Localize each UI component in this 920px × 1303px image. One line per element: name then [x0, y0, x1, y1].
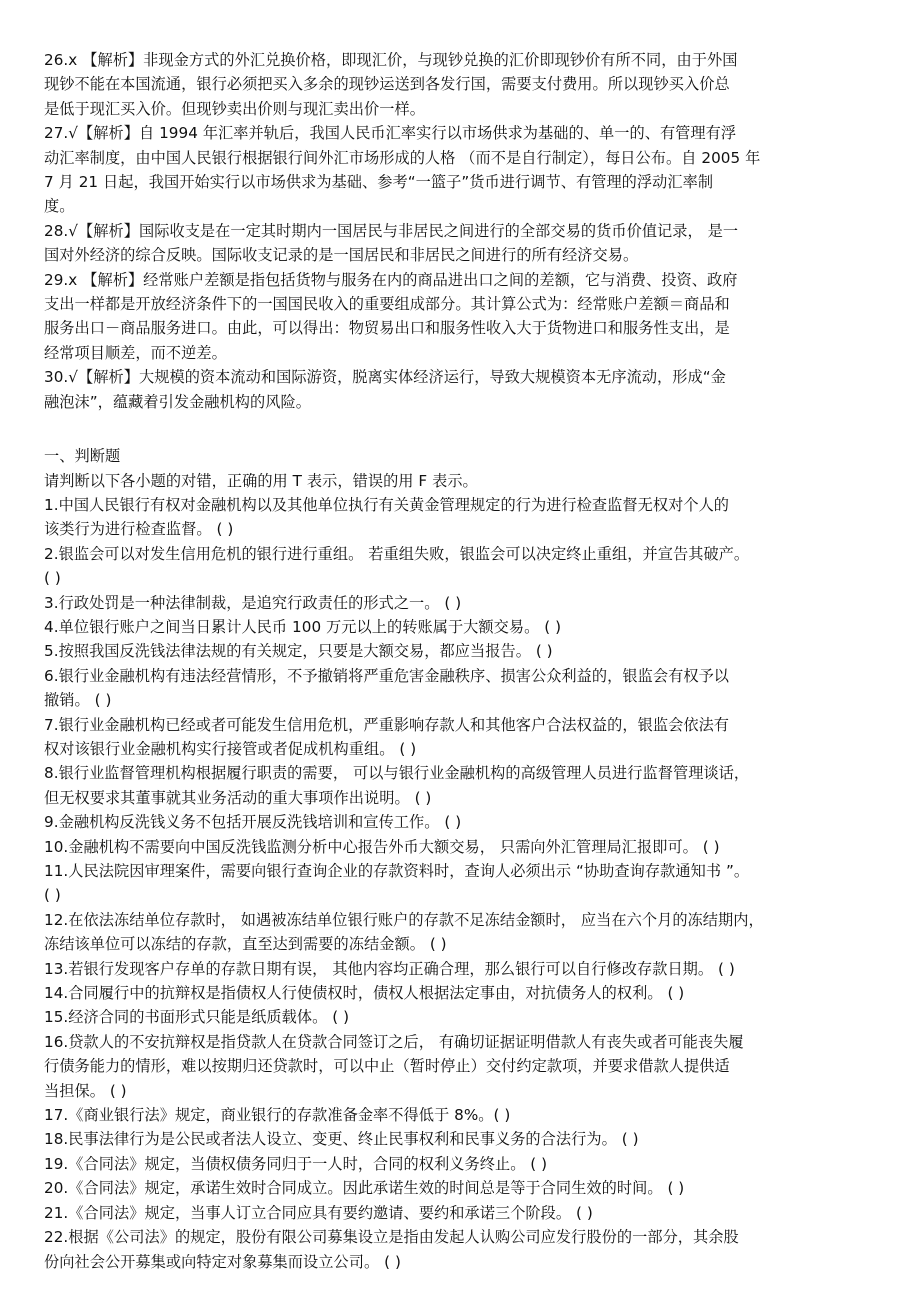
answer-item-line: 27.√【解析】自 1994 年汇率并轨后，我国人民币汇率实行以市场供求为基础的、单一的、有管理有浮 [44, 124, 737, 143]
question-item [44, 1103, 884, 1127]
answer-item-line: 7 月 21 日起，我国开始实行以市场供求为基础、参考“一篮子”货币进行调节、有管理的浮动汇率制 [44, 173, 714, 192]
section-title: 一、判断题 [44, 447, 121, 466]
question-item-line: 14.合同履行中的抗辩权是指债权人行使债权时，债权人根据法定事由，对抗债务人的权利。 ( ) [44, 984, 685, 1003]
question-item-line: 当担保。 ( ) [44, 1081, 127, 1100]
answer-item [44, 219, 884, 268]
answer-item-line: 30.√【解析】大规模的资本流动和国际游资，脱离实体经济运行，导致大规模资本无序流动，形成“金 [44, 368, 726, 387]
question-item [44, 957, 884, 981]
answer-item-line: 经常项目顺差，而不逆差。 [44, 343, 227, 362]
question-item-line: 9.金融机构反洗钱义务不包括开展反洗钱培训和宣传工作。 ( ) [44, 813, 462, 832]
answer-item [44, 121, 884, 219]
question-item [44, 1005, 884, 1029]
question-item-line: 17.《商业银行法》规定，商业银行的存款准备金率不得低于 8%。( ) [44, 1106, 511, 1125]
question-item-line: 10.金融机构不需要向中国反洗钱监测分析中心报告外币大额交易， 只需向外汇管理局汇报即可。 ( ) [44, 837, 720, 856]
question-item [44, 542, 884, 591]
question-item [44, 639, 884, 663]
question-item [44, 1127, 884, 1151]
question-item-line: 18.民事法律行为是公民或者法人设立、变更、终止民事权利和民事义务的合法行为。 ( ) [44, 1130, 639, 1149]
answer-item-line: 服务出口－商品服务进口。由此，可以得出：物贸易出口和服务性收入大于货物进口和服务性支出，是 [44, 319, 730, 338]
question-item [44, 1225, 884, 1274]
question-item [44, 908, 884, 957]
question-item [44, 981, 884, 1005]
question-item-line: 1.中国人民银行有权对金融机构以及其他单位执行有关黄金管理规定的行为进行检查监督无权对个人的 [44, 495, 730, 514]
question-item [44, 835, 884, 859]
question-item [44, 810, 884, 834]
question-item [44, 664, 884, 713]
answer-item-line: 支出一样都是开放经济条件下的一国国民收入的重要组成部分。其计算公式为：经常账户差额＝商品和 [44, 295, 730, 314]
answer-item [44, 365, 884, 414]
answer-item-line: 是低于现汇买入价。但现钞卖出价则与现汇卖出价一样。 [44, 99, 425, 118]
question-section [44, 493, 884, 1274]
question-item [44, 713, 884, 762]
question-item-line: ( ) [44, 886, 61, 905]
question-item-line: 11.人民法院因审理案件，需要向银行查询企业的存款资料时，查询人必须出示 “协助查询存款通知书 ”。 [44, 862, 750, 880]
question-item-line: 5.按照我国反洗钱法律法规的有关规定，只要是大额交易，都应当报告。 ( ) [44, 642, 553, 661]
question-item-line: 行债务能力的情形，难以按期归还贷款时，可以中止（暂时停止）交付约定款项，并要求借款人提供适 [44, 1057, 730, 1076]
question-item [44, 615, 884, 639]
question-item-line: 21.《合同法》规定，当事人订立合同应具有要约邀请、要约和承诺三个阶段。 ( ) [44, 1203, 593, 1222]
answer-item-line: 度。 [44, 197, 75, 216]
question-item-line: 19.《合同法》规定，当债权债务同归于一人时，合同的权利义务终止。 ( ) [44, 1154, 548, 1173]
question-item-line: 3.行政处罚是一种法律制裁，是追究行政责任的形式之一。 ( ) [44, 593, 462, 612]
answer-item [44, 268, 884, 366]
answer-item-line: 26.x 【解析】非现金方式的外汇兑换价格，即现汇价，与现钞兑换的汇价即现钞价有所不同，由于外国 [44, 51, 738, 69]
question-item-line: 撤销。 ( ) [44, 691, 112, 710]
question-item-line: 22.根据《公司法》的规定，股份有限公司募集设立是指由发起人认购公司应发行股份的一部分，其余股 [44, 1228, 739, 1247]
question-item [44, 761, 884, 810]
question-item-line: 20.《合同法》规定，承诺生效时合同成立。因此承诺生效的时间总是等于合同生效的时间。 ( ) [44, 1179, 685, 1198]
answer-item-line: 现钞不能在本国流通，银行必须把买入多余的现钞运送到各发行国，需要支付费用。所以现钞买入价总 [44, 75, 730, 94]
question-item [44, 1152, 884, 1176]
question-item-line: 15.经济合同的书面形式只能是纸质载体。 ( ) [44, 1008, 350, 1027]
question-item [44, 1030, 884, 1103]
question-item-line: 但无权要求其董事就其业务活动的重大事项作出说明。 ( ) [44, 788, 432, 807]
question-item [44, 591, 884, 615]
answer-item [44, 48, 884, 121]
question-item-line: 冻结该单位可以冻结的存款，直至达到需要的冻结金额。 ( ) [44, 935, 447, 954]
question-item-line: 4.单位银行账户之间当日累计人民币 100 万元以上的转账属于大额交易。 ( ) [44, 617, 562, 636]
question-item-line: 权对该银行业金融机构实行接管或者促成机构重组。 ( ) [44, 739, 417, 758]
question-item-line: ( ) [44, 569, 61, 588]
section-spacer [44, 414, 884, 438]
question-item-line: 8.银行业监督管理机构根据履行职责的需要， 可以与银行业金融机构的高级管理人员进行监督管理谈话， [44, 764, 750, 783]
question-item-line: 6.银行业金融机构有违法经营情形，不予撤销将严重危害金融秩序、损害公众利益的，银监会有权予以 [44, 666, 730, 685]
question-item-line: 12.在依法冻结单位存款时， 如遇被冻结单位银行账户的存款不足冻结金额时， 应当在六个月的冻结期内， [44, 910, 764, 929]
document-page [44, 48, 884, 1274]
question-item-line: 7.银行业金融机构已经或者可能发生信用危机，严重影响存款人和其他客户合法权益的，银监会依法有 [44, 715, 730, 734]
question-item [44, 1201, 884, 1225]
answer-section [44, 48, 884, 414]
answer-item-line: 融泡沫”，蕴藏着引发金融机构的风险。 [44, 392, 311, 411]
question-item-line: 份向社会公开募集或向特定对象募集而设立公司。 ( ) [44, 1252, 401, 1271]
section-instruction: 请判断以下各小题的对错，正确的用 T 表示，错误的用 F 表示。 [44, 471, 478, 490]
answer-item-line: 国对外经济的综合反映。国际收支记录的是一国居民和非居民之间进行的所有经济交易。 [44, 246, 639, 265]
question-item-line: 16.贷款人的不安抗辩权是指贷款人在贷款合同签订之后， 有确切证据证明借款人有丧失或者可能丧失履 [44, 1032, 744, 1051]
answer-item-line: 29.x 【解析】经常账户差额是指包括货物与服务在内的商品进出口之间的差额，它与消费、投资、政府 [44, 270, 738, 289]
question-item-line: 该类行为进行检查监督。 ( ) [44, 520, 234, 539]
answer-item-line: 28.√【解析】国际收支是在一定其时期内一国居民与非居民之间进行的全部交易的货币价值记录， 是一 [44, 221, 739, 240]
question-item [44, 859, 884, 908]
answer-item-line: 动汇率制度，由中国人民银行根据银行间外汇市场形成的人格 （而不是自行制定），每日公布。自 2005 年 [44, 148, 761, 167]
question-item-line: 13.若银行发现客户存单的存款日期有误， 其他内容均正确合理，那么银行可以自行修改存款日期。 ( ) [44, 959, 735, 978]
question-item-line: 2.银监会可以对发生信用危机的银行进行重组。 若重组失败，银监会可以决定终止重组，并宣告其破产。 [44, 544, 750, 563]
question-item [44, 493, 884, 542]
question-item [44, 1176, 884, 1200]
